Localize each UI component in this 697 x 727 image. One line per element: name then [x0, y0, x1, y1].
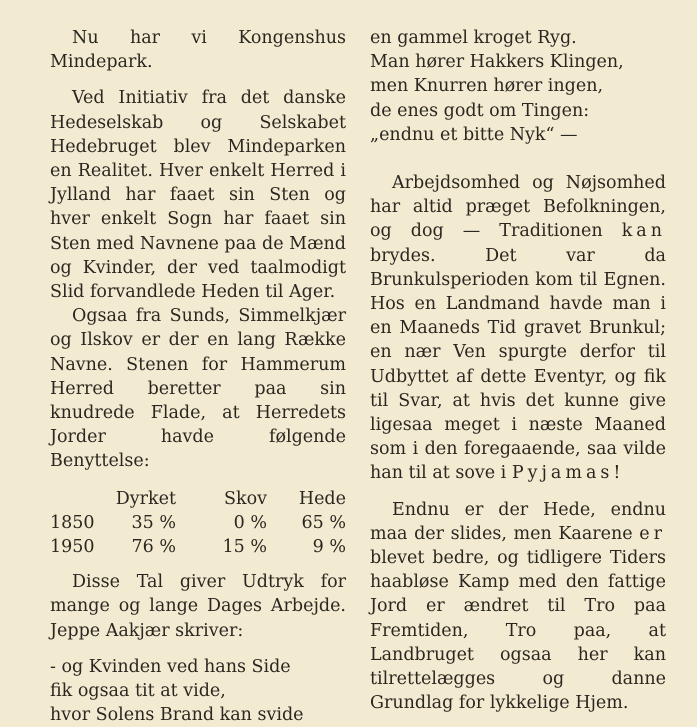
skov-cell: 0 % [233, 512, 267, 533]
names-paragraph: Ogsaa fra Sunds, Simmelkjær og Ilskov er der en lang Række Navne. Stenen for Hammerum Herred beretter paa sin knudrede Flade, at Herredets Jorder havde følgende Benyttelse: [50, 306, 346, 472]
left-column [50, 26, 346, 727]
text-run: Arbejdsomhed og Nøjsomhed har altid præget Befolkningen, og dog — Traditionen [370, 173, 666, 242]
year-cell: 1950 [50, 537, 95, 558]
table-header-dyrket: Dyrket [115, 488, 176, 509]
poem-line: de enes godt om Tingen: [370, 100, 590, 121]
poem-line: hvor Solens Brand kan svide [50, 705, 304, 726]
poem-stanza-start [50, 655, 346, 727]
land-use-table [50, 487, 346, 560]
poem-line: „endnu et bitte Nyk“ — [370, 124, 578, 145]
table-header-hede: Hede [298, 488, 346, 509]
table-header-row [50, 487, 346, 511]
future-paragraph [370, 498, 666, 716]
table-header-skov: Skov [223, 488, 267, 509]
table-row [50, 511, 346, 535]
poem-stanza-end [370, 26, 666, 147]
table-header [50, 487, 100, 511]
poem-line: fik ogsaa tit at vide, [50, 681, 226, 702]
emphasis-kan: kan [621, 221, 666, 242]
dyrket-cell: 35 % [131, 512, 176, 533]
poem-line: en gammel kroget Ryg. [370, 28, 577, 48]
right-column [370, 26, 666, 715]
dyrket-cell: 76 % [131, 537, 176, 558]
skov-cell: 15 % [222, 537, 267, 558]
poem-line: men Knurren hører ingen, [370, 76, 604, 97]
hede-cell: 65 % [301, 512, 346, 533]
numbers-paragraph: Disse Tal giver Udtryk for mange og lange Dages Arbejde. Jeppe Aakjær skriver: [50, 572, 346, 641]
emphasis-er: er [639, 523, 666, 544]
text-run: Endnu er der Hede, endnu maa der slides, men Kaarene [370, 499, 666, 544]
table-row [50, 535, 346, 559]
hede-cell: 9 % [312, 537, 346, 558]
year-cell: 1850 [50, 512, 95, 533]
poem-line: - og Kvinden ved hans Side [50, 656, 291, 677]
emphasis-pyjamas: Pyjamas! [511, 463, 625, 484]
poem-line: Man hører Hakkers Klingen, [370, 52, 624, 73]
brown-coal-paragraph [370, 171, 666, 486]
text-run: blevet bedre, og tidligere Tiders haabløse Kamp med den fattige Jord er ændret til Tro paa Fremtiden, Tro paa, at Landbruget ogsaa her kan tilrettelægges og danne Grundlag for lykkelige Hjem. [370, 548, 666, 714]
intro-paragraph: Nu har vi Kongenshus Mindepark. [50, 28, 346, 73]
initiative-paragraph: Ved Initiativ fra det danske Hedeselskab og Selskabet Hedebruget blev Mindeparken en Realitet. Hver enkelt Herred i Jylland har faaet sin Sten og hver enkelt Sogn har faaet sin Sten med Navnene paa de Mænd og Kvinder, der ved taalmodigt Slid forvandlede Heden til Ager. [50, 88, 346, 303]
text-run: brydes. Det var da Brunkulsperioden kom til Egnen. Hos en Landmand havde man i en Maaneds Tid gravet Brunkul; en nær Ven spurgte derfor til Udbyttet af dette Eventyr, og fik til Svar, at hvis det kunne give ligesaa meget i næste Maaned som i den foregaaende, saa vilde han til at sove i [370, 245, 666, 484]
